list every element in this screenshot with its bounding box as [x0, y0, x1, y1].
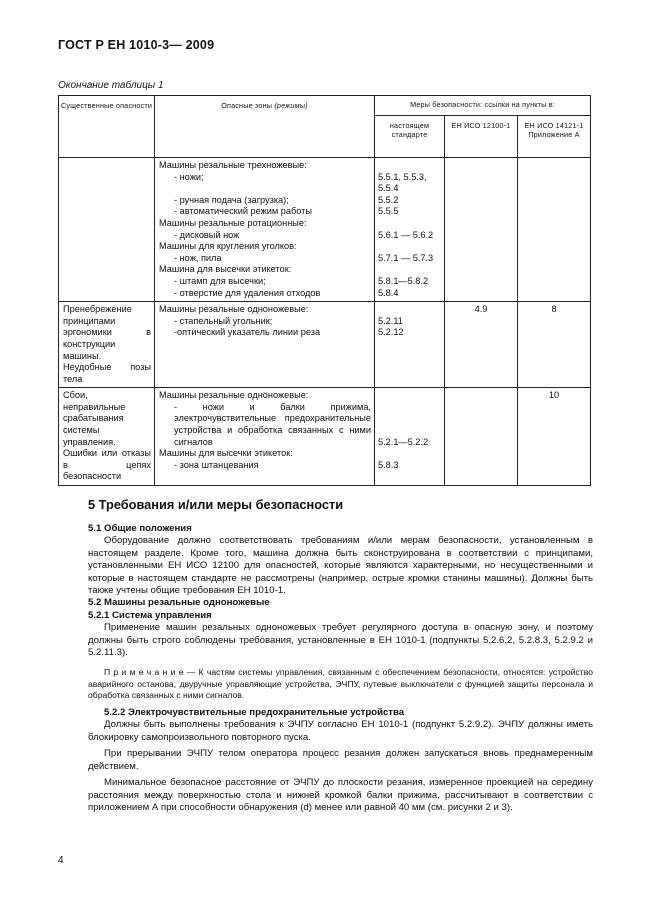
header-en-14121: ЕН ИСО 14121-1 Приложение А [518, 116, 591, 158]
row1-refs: 5.5.1, 5.5.3, 5.5.4 5.5.2 5.5.5 5.6.1 — 5.6.2 5.7.1 — 5.7.3 5.8.1—5.8.2 5.8.4 [375, 158, 445, 302]
row2-en12100: 4.9 [445, 302, 518, 388]
section-5-2-2-p3: Минимальное безопасное расстояние от ЭЧПУ до плоскости резания, измеренное проекцией на середину расстояния между поверхностью стола и нижней кромкой балки прижима, рассчитывают в соответствии с приложением А при способности обнаружения (d) менее или равной 40 мм (см. рисунки 2 и 3). [88, 777, 593, 813]
section-5-2-heading: 5.2 Машины резальные одноножевые [88, 597, 270, 609]
row3-refs: 5.2.1—5.2.2 5.8.3 [375, 388, 445, 486]
row1-en14121 [518, 158, 591, 302]
page-number: 4 [58, 855, 64, 866]
section-5-2-1-heading: 5.2.1 Система управления [88, 609, 212, 621]
header-zones: Опасные зоны (режимы) [155, 96, 375, 158]
row3-zones: Машины резальные одноножевые: - ножи и балки прижима, электрочувствительные предохранительные устройства и обработка связанных с ними сигналов Машины для высечки этикеток: - зона штанцевания [155, 388, 375, 486]
section-5-body [88, 523, 593, 814]
section-5-2-2-p1: Должны быть выполнены требования к ЭЧПУ согласно ЕН 1010-1 (подпункт 5.2.9.2). ЭЧПУ должны иметь блокировку самопроизвольного повторного пуска. [88, 719, 593, 743]
row2-hazard: Пренебрежение принципами эргономики в конструкции машины. Неудобные позы тела [59, 302, 155, 388]
section-5-2-2-p2: При прерывании ЭЧПУ телом оператора процесс резания должен запускаться вновь преднамеренным действием. [88, 748, 593, 772]
row3-en14121: 10 [518, 388, 591, 486]
section-5-2-1-text: Применение машин резальных одноножевых требует регулярного доступа в опасную зону, и поэтому должны быть строго соблюдены требования, установленные в ЕН 1010-1 (подпункты 5.2.6.2, 5.2.8.3, 5.2.9.2 и 5.2.11.3). [88, 622, 593, 659]
safety-table [58, 95, 591, 486]
note: П р и м е ч а н и е — К частям системы управления, связанным с обеспечением безопасности, относятся: устройство аварийного останова, двуручные управляющие устройства, ЭЧПУ, путевые выключатели с функцией защиты персонала и обработка связанных с ними сигналов. [88, 667, 593, 700]
header-en-12100: ЕН ИСО 12100-1 [445, 116, 518, 158]
page-header: ГОСТ Р ЕН 1010-3— 2009 [58, 38, 215, 52]
row2-refs: 5.2.11 5.2.12 [375, 302, 445, 388]
row3-hazard: Сбои, неправильные срабатывания системы управления. Ошибки или отказы в цепях безопасности [59, 388, 155, 486]
row2-zones: Машины резальные одноножевые: - стапельный угольник; -оптический указатель линии реза [155, 302, 375, 388]
header-current-standard: настоящем стандарте [375, 116, 445, 158]
row2-en14121: 8 [518, 302, 591, 388]
header-hazards: Существенные опасности [59, 96, 155, 158]
section-5-1-text: Оборудование должно соответствовать требованиям и/или мерам безопасности, установленным в настоящем разделе. Кроме того, машина должна быть сконструирована в соответствии с принципами, установленными ЕН ИСО 12100 для опасностей, которые являются характерными, но несущественными и которые в настоящем стандарте не рассмотрены (например, острые кромки станины машины). Должны быть также учтены общие требования ЕН 1010-1. [88, 535, 593, 597]
row1-hazard [59, 158, 155, 302]
header-measures: Меры безопасности: ссылки на пункты в: [375, 96, 591, 116]
row3-en12100 [445, 388, 518, 486]
section-5-1-heading: 5.1 Общие положения [88, 523, 192, 534]
row1-en12100 [445, 158, 518, 302]
row1-zones: Машины резальные трехножевые: - ножи; - ручная подача (загрузка); - автоматический режим работы Машины резальные ротационные: - дисковый нож Машины для кругления уголков: - нож, пила Машина для высечки этикеток: - штамп для высечки; - отверстие для удаления отходов [155, 158, 375, 302]
table-caption: Окончание таблицы 1 [58, 80, 164, 91]
section-5-heading: 5 Требования и/или меры безопасности [88, 497, 344, 512]
section-5-2-2-heading: 5.2.2 Электрочувствительные предохранительные устройства [104, 707, 405, 719]
